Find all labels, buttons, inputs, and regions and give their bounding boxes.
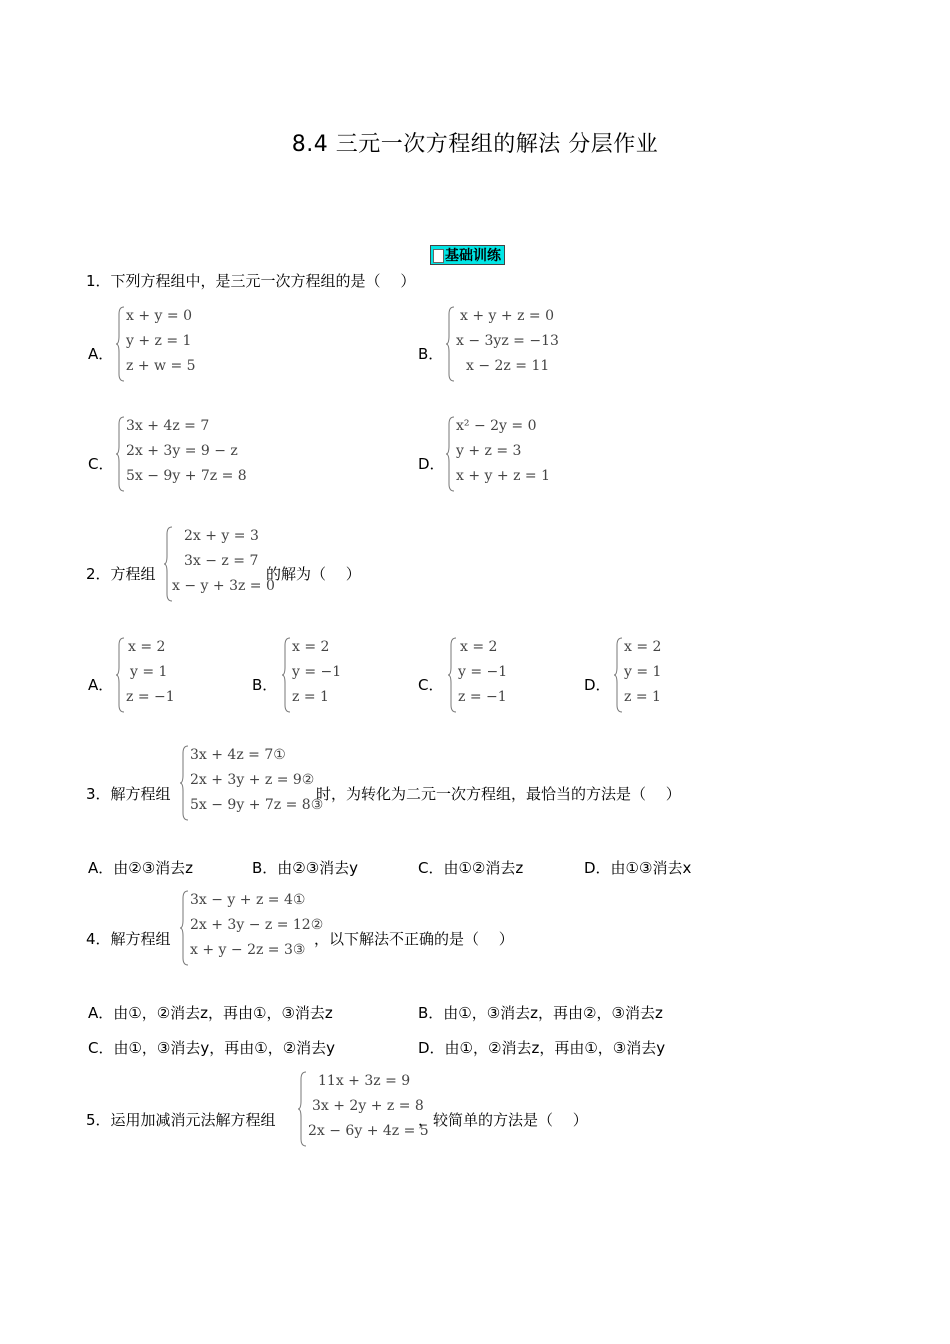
q2-option-d-label: D．	[584, 676, 611, 694]
q1-option-c-system	[116, 416, 276, 492]
q1-b-eq3: x − 2z = 11	[466, 358, 550, 374]
q1-option-d-label: D．	[418, 455, 445, 473]
brace-icon	[180, 890, 190, 966]
q2-option-b-system	[282, 637, 362, 713]
q1-option-d-system	[446, 416, 586, 492]
brace-icon	[116, 416, 126, 492]
q1-a-eq3: z + w = 5	[126, 358, 196, 374]
q2-option-d-system	[614, 637, 694, 713]
q1-stem: 1．下列方程组中，是三元一次方程组的是（ ）	[86, 272, 416, 290]
q5-prefix: 5．运用加减消元法解方程组	[86, 1111, 276, 1129]
q2-eq2: 3x − z = 7	[184, 553, 259, 569]
brace-icon	[298, 1071, 308, 1147]
page-title: 8.4 三元一次方程组的解法 分层作业	[291, 132, 659, 157]
q2-c-eq3: z = −1	[458, 689, 507, 705]
q4-prefix: 4．解方程组	[86, 930, 171, 948]
q3-option-c: C．由①②消去z	[418, 859, 524, 877]
q3-eq1: 3x + 4z = 7①	[190, 747, 286, 763]
q2-prefix: 2．方程组	[86, 565, 156, 583]
brace-icon	[614, 637, 624, 713]
q3-option-d: D．由①③消去x	[584, 859, 692, 877]
q1-option-b-system	[446, 306, 586, 382]
q2-system	[164, 526, 275, 602]
q1-c-eq2: 2x + 3y = 9 − z	[126, 443, 238, 459]
q2-c-eq2: y = −1	[458, 664, 508, 680]
brace-icon	[448, 637, 458, 713]
brace-icon	[116, 306, 126, 382]
q2-eq3: x − y + 3z = 0	[172, 578, 275, 594]
q2-option-b-label: B．	[252, 676, 278, 694]
q1-a-eq1: x + y = 0	[126, 308, 192, 324]
q4-eq3: x + y − 2z = 3③	[190, 942, 306, 958]
q4-eq2: 2x + 3y − z = 12②	[190, 917, 324, 933]
section-tag	[430, 245, 505, 265]
q3-eq3: 5x − 9y + 7z = 8③	[190, 797, 324, 813]
q1-a-eq2: y + z = 1	[126, 333, 192, 349]
q4-option-d: D．由①，②消去z，再由①，③消去y	[418, 1039, 666, 1057]
q5-eq2: 3x + 2y + z = 8	[312, 1098, 424, 1114]
q5-eq1: 11x + 3z = 9	[318, 1073, 411, 1089]
brace-icon	[282, 637, 292, 713]
q2-d-eq3: z = 1	[624, 689, 661, 705]
section-label: 基础训练	[445, 248, 501, 264]
q2-a-eq3: z = −1	[126, 689, 175, 705]
q2-d-eq2: y = 1	[624, 664, 662, 680]
q2-a-eq1: x = 2	[128, 639, 166, 655]
q1-c-eq1: 3x + 4z = 7	[126, 418, 210, 434]
q2-option-c-system	[448, 637, 528, 713]
q3-suffix: 时，为转化为二元一次方程组，最恰当的方法是（ ）	[316, 785, 681, 803]
q1-d-eq1: x² − 2y = 0	[456, 418, 537, 434]
q4-eq1: 3x − y + z = 4①	[190, 892, 306, 908]
q2-b-eq2: y = −1	[292, 664, 342, 680]
q2-c-eq1: x = 2	[460, 639, 498, 655]
q3-option-b: B．由②③消去y	[252, 859, 359, 877]
q4-suffix: ，以下解法不正确的是（ ）	[314, 930, 514, 948]
q1-b-eq1: x + y + z = 0	[460, 308, 554, 324]
q3-system	[180, 745, 324, 821]
q2-option-a-system	[116, 637, 196, 713]
q2-b-eq1: x = 2	[292, 639, 330, 655]
brace-icon	[446, 416, 456, 492]
q5-eq3: 2x − 6y + 4z = 5	[308, 1123, 429, 1139]
checkbox-decoration	[433, 249, 444, 263]
q2-a-eq2: y = 1	[130, 664, 168, 680]
q3-eq2: 2x + 3y + z = 9②	[190, 772, 315, 788]
q4-system	[180, 890, 324, 966]
q2-option-a-label: A．	[88, 676, 114, 694]
q3-prefix: 3．解方程组	[86, 785, 171, 803]
q1-option-a-label: A．	[88, 345, 114, 363]
q2-b-eq3: z = 1	[292, 689, 329, 705]
q4-option-b: B．由①，③消去z，再由②，③消去z	[418, 1004, 663, 1022]
q3-option-a: A．由②③消去z	[88, 859, 194, 877]
q5-system	[298, 1071, 429, 1147]
q2-d-eq1: x = 2	[624, 639, 662, 655]
q2-option-c-label: C．	[418, 676, 444, 694]
q1-d-eq2: y + z = 3	[456, 443, 522, 459]
q1-option-b-label: B．	[418, 345, 444, 363]
q4-option-c: C．由①，③消去y，再由①，②消去y	[88, 1039, 336, 1057]
q1-option-a-system	[116, 306, 236, 382]
q2-suffix: 的解为（ ）	[266, 565, 361, 583]
q1-c-eq3: 5x − 9y + 7z = 8	[126, 468, 247, 484]
brace-icon	[180, 745, 190, 821]
brace-icon	[116, 637, 126, 713]
q1-option-c-label: C．	[88, 455, 114, 473]
q5-suffix: ，较简单的方法是（ ）	[418, 1111, 588, 1129]
q1-b-eq2: x − 3yz = −13	[456, 333, 559, 349]
brace-icon	[446, 306, 456, 382]
q2-eq1: 2x + y = 3	[184, 528, 259, 544]
q4-option-a: A．由①，②消去z，再由①，③消去z	[88, 1004, 333, 1022]
q1-d-eq3: x + y + z = 1	[456, 468, 550, 484]
